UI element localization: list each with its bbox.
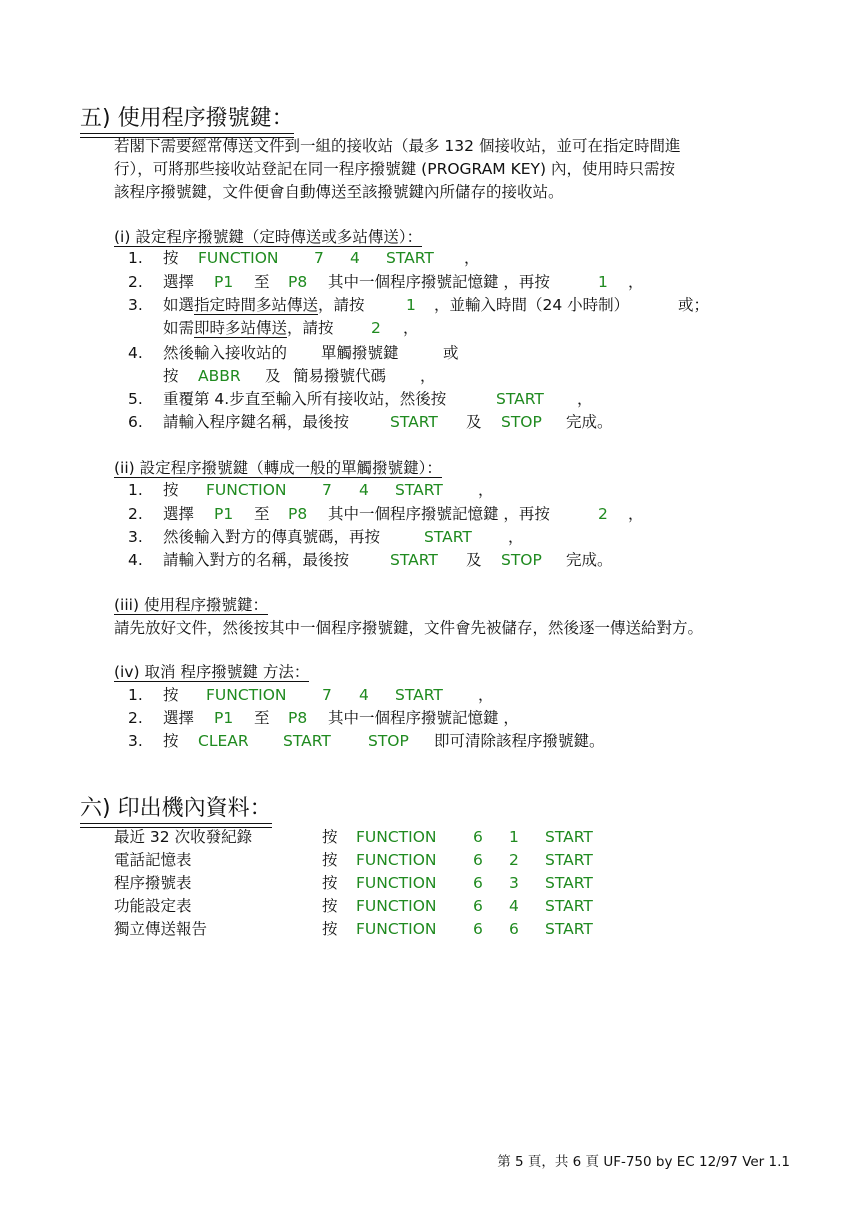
step-i-1: 1. 按 FUNCTION 7 4 START ， — [0, 247, 868, 270]
key-stop: STOP — [368, 732, 409, 750]
subsection-iv-title: (iv) 取消 程序撥號鍵 方法： — [114, 663, 310, 681]
section-5-heading: 五) 使用程序撥號鍵： — [80, 106, 294, 134]
step-i-5: 5. 重覆第 4.步直至輸入所有接收站，然後按 START ， — [0, 388, 868, 411]
subsection-ii-title: (ii) 設定程序撥號鍵（轉成一般的單觸撥號鍵）： — [114, 459, 442, 477]
step-ii-4: 4. 請輸入對方的名稱，最後按 START 及 STOP 完成。 — [0, 549, 868, 572]
step-ii-2: 2. 選擇 P1 至 P8 其中一個程序撥號記憶鍵 ，再按 2 ， — [0, 503, 868, 526]
step-iv-2: 2. 選擇 P1 至 P8 其中一個程序撥號記憶鍵 ， — [0, 707, 868, 730]
key-p8: P8 — [288, 505, 308, 523]
key-start: START — [424, 528, 472, 546]
step-iv-1: 1. 按 FUNCTION 7 4 START ， — [0, 684, 868, 707]
step-i-4b: 按 ABBR 及 簡易撥號代碼 ， — [0, 365, 868, 388]
key-function: FUNCTION — [206, 686, 287, 704]
key-start: START — [386, 249, 434, 267]
intro-line-3: 該程序撥號鍵，文件便會自動傳送至該撥號鍵內所儲存的接收站。 — [114, 183, 564, 201]
step-i-2: 2. 選擇 P1 至 P8 其中一個程序撥號記憶鍵 ，再按 1 ， — [0, 271, 868, 294]
step-i-6: 6. 請輸入程序鍵名稱，最後按 START 及 STOP 完成。 — [0, 411, 868, 434]
step-ii-1: 1. 按 FUNCTION 7 4 START ， — [0, 479, 868, 502]
key-p1: P1 — [214, 709, 234, 727]
key-7: 7 — [322, 686, 332, 704]
key-start: START — [390, 413, 438, 431]
print-row: 功能設定表 按 FUNCTION 6 4 START — [114, 897, 593, 915]
key-start: START — [395, 481, 443, 499]
key-7: 7 — [322, 481, 332, 499]
subsection-iii-title: (iii) 使用程序撥號鍵： — [114, 596, 268, 614]
key-2: 2 — [371, 319, 381, 337]
key-p1: P1 — [214, 273, 234, 291]
key-2: 2 — [598, 505, 608, 523]
step-i-3b: 如需即時多站傳送，請按 2 ， — [0, 317, 868, 340]
key-stop: STOP — [501, 551, 542, 569]
key-abbr: ABBR — [198, 367, 241, 385]
step-iv-3: 3. 按 CLEAR START STOP 即可清除該程序撥號鍵。 — [0, 730, 868, 753]
key-start: START — [283, 732, 331, 750]
key-start: START — [496, 390, 544, 408]
print-row: 程序撥號表 按 FUNCTION 6 3 START — [114, 874, 593, 892]
intro-line-2: 行），可將那些接收站登記在同一程序撥號鍵 (PROGRAM KEY) 內，使用時只需按 — [114, 160, 675, 178]
step-i-3: 3. 如選指定時間多站傳送，請按 1 ，並輸入時間（24 小時制） 或； — [0, 294, 868, 317]
key-function: FUNCTION — [198, 249, 279, 267]
step-i-4: 4. 然後輸入接收站的 單觸撥號鍵 或 — [128, 344, 459, 362]
key-clear: CLEAR — [198, 732, 249, 750]
key-7: 7 — [314, 249, 324, 267]
page-footer: 第 5 頁，共 6 頁 UF-750 by EC 12/97 Ver 1.1 — [497, 1154, 790, 1170]
step-ii-3: 3. 然後輸入對方的傳真號碼，再按 START ， — [0, 526, 868, 549]
key-start: START — [390, 551, 438, 569]
intro-line-1: 若閣下需要經常傳送文件到一組的接收站（最多 132 個接收站，並可在指定時間進 — [114, 137, 681, 155]
print-row: 最近 32 次收發紀錄 按 FUNCTION 6 1 START — [114, 828, 593, 846]
key-start: START — [395, 686, 443, 704]
key-4: 4 — [359, 481, 369, 499]
key-p8: P8 — [288, 273, 308, 291]
print-row: 電話記憶表 按 FUNCTION 6 2 START — [114, 851, 593, 869]
key-1: 1 — [406, 296, 416, 314]
section-6-heading: 六) 印出機內資料： — [80, 796, 272, 824]
key-4: 4 — [350, 249, 360, 267]
key-stop: STOP — [501, 413, 542, 431]
key-p8: P8 — [288, 709, 308, 727]
key-function: FUNCTION — [206, 481, 287, 499]
key-1: 1 — [598, 273, 608, 291]
subsection-i-title: (i) 設定程序撥號鍵（定時傳送或多站傳送）： — [114, 228, 423, 246]
key-p1: P1 — [214, 505, 234, 523]
print-row: 獨立傳送報告 按 FUNCTION 6 6 START — [114, 920, 593, 938]
key-4: 4 — [359, 686, 369, 704]
subsection-iii-text: 請先放好文件，然後按其中一個程序撥號鍵，文件會先被儲存，然後逐一傳送給對方。 — [114, 619, 704, 637]
